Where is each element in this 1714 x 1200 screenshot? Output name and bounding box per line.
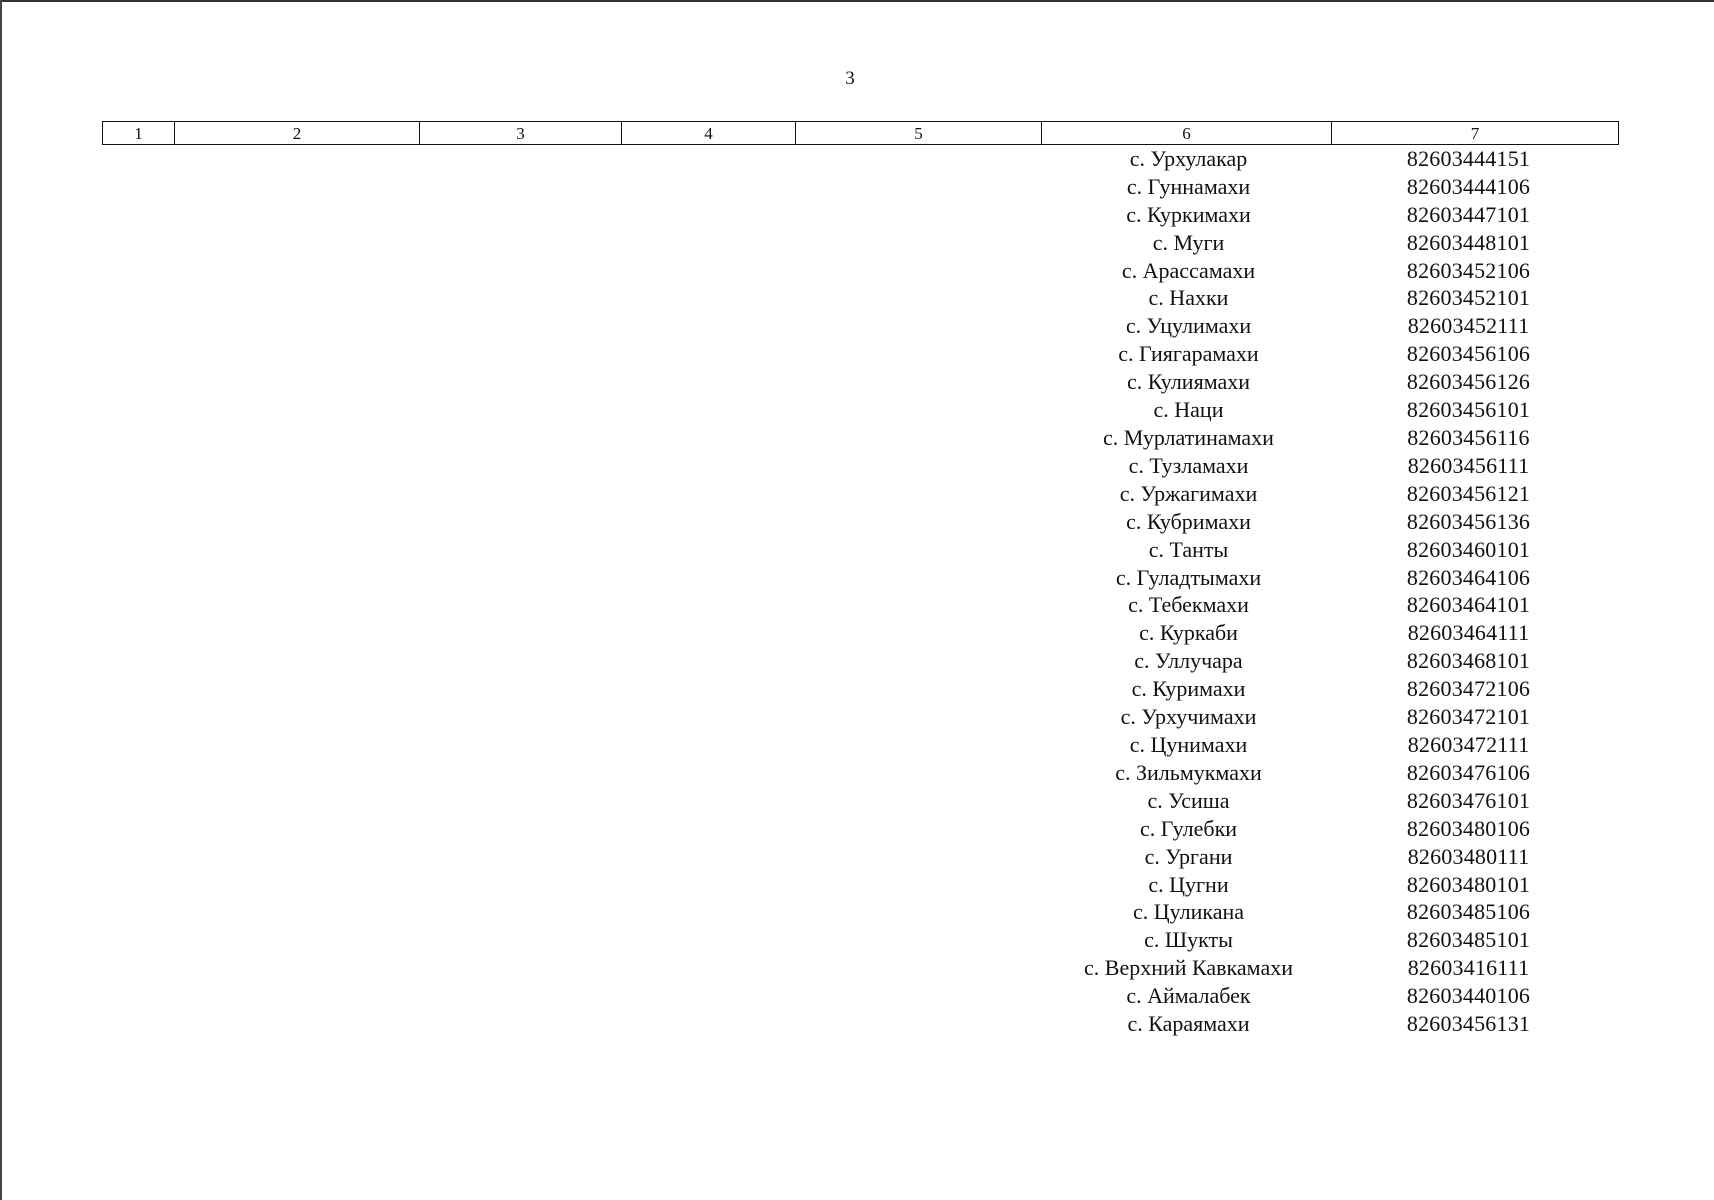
okato-code: 82603485101 (1406, 927, 1531, 953)
table-row (1038, 257, 1598, 285)
okato-code: 82603476101 (1406, 787, 1531, 813)
okato-code: 82603468101 (1406, 648, 1531, 674)
table-row (1038, 368, 1598, 396)
settlement-name: с. Ургани (1144, 843, 1233, 869)
table-row (1038, 871, 1598, 899)
column-header-4: 4 (622, 122, 796, 145)
column-header-3: 3 (420, 122, 622, 145)
okato-code: 82603456111 (1407, 452, 1530, 478)
okato-code: 82603460101 (1406, 536, 1531, 562)
okato-code: 82603480111 (1407, 843, 1530, 869)
table-row (1038, 452, 1598, 480)
okato-code: 82603444106 (1406, 173, 1531, 199)
settlement-name: с. Гуладтымахи (1115, 564, 1262, 590)
settlement-name: с. Тузламахи (1128, 452, 1249, 478)
table-row (1038, 285, 1598, 313)
settlement-name: с. Нахки (1148, 285, 1229, 311)
settlement-name: с. Мурлатинамахи (1103, 425, 1274, 451)
table-row (1038, 815, 1598, 843)
table-row (1038, 926, 1598, 954)
table-row (1038, 145, 1598, 173)
okato-code: 82603444151 (1406, 145, 1531, 171)
settlement-name: с. Гуннамахи (1126, 173, 1251, 199)
settlement-name: с. Шукты (1144, 927, 1233, 953)
table-row (1038, 954, 1598, 982)
column-header-5: 5 (796, 122, 1042, 145)
settlement-name: с. Караямахи (1127, 1011, 1250, 1037)
okato-code: 82603452101 (1406, 285, 1531, 311)
table-row (1038, 508, 1598, 536)
table-row (1038, 619, 1598, 647)
settlement-name: с. Муги (1152, 229, 1225, 255)
settlement-name: с. Уцулимахи (1125, 313, 1252, 339)
table-row (1038, 229, 1598, 257)
settlement-name: с. Урхулакар (1129, 145, 1248, 171)
settlement-name: с. Танты (1148, 536, 1229, 562)
settlement-name: с. Усиша (1147, 787, 1230, 813)
okato-code: 82603456131 (1406, 1011, 1531, 1037)
settlement-name: с. Куркимахи (1126, 201, 1251, 227)
okato-code: 82603452111 (1407, 313, 1530, 339)
okato-code: 82603456126 (1406, 369, 1531, 395)
table-row (1038, 898, 1598, 926)
scan-top-edge (0, 0, 1714, 2)
settlement-list (1038, 145, 1598, 1038)
okato-code: 82603456116 (1407, 425, 1530, 451)
table-row (1038, 731, 1598, 759)
okato-code: 82603472106 (1406, 676, 1531, 702)
column-header-1: 1 (103, 122, 175, 145)
table-row (1038, 843, 1598, 871)
settlement-name: с. Цугни (1148, 871, 1229, 897)
okato-code: 82603456106 (1406, 341, 1531, 367)
table-row (1038, 1010, 1598, 1038)
okato-code: 82603416111 (1407, 955, 1530, 981)
page-number: 3 (845, 68, 855, 89)
table-row (1038, 647, 1598, 675)
settlement-name: с. Наци (1153, 397, 1224, 423)
settlement-name: с. Уржагимахи (1119, 480, 1258, 506)
table-row (1038, 480, 1598, 508)
settlement-name: с. Верхний Кавкамахи (1084, 955, 1293, 981)
okato-code: 82603464101 (1406, 592, 1531, 618)
table-row (1038, 592, 1598, 620)
settlement-name: с. Гулебки (1139, 815, 1238, 841)
okato-code: 82603440106 (1406, 983, 1531, 1009)
table-row (1038, 787, 1598, 815)
okato-code: 82603464111 (1407, 620, 1530, 646)
table-row (1038, 564, 1598, 592)
table-row (1038, 396, 1598, 424)
settlement-name: с. Кулиямахи (1127, 369, 1250, 395)
column-header-7: 7 (1332, 122, 1619, 145)
settlement-name: с. Цунимахи (1129, 731, 1248, 757)
settlement-name: с. Уллучара (1134, 648, 1243, 674)
okato-code: 82603480101 (1406, 871, 1531, 897)
okato-code: 82603476106 (1406, 759, 1531, 785)
okato-code: 82603447101 (1406, 201, 1531, 227)
table-row (1038, 340, 1598, 368)
table-row (1038, 675, 1598, 703)
okato-code: 82603472111 (1407, 731, 1530, 757)
okato-code: 82603485106 (1406, 899, 1531, 925)
settlement-name: с. Тебекмахи (1128, 592, 1249, 618)
okato-code: 82603480106 (1406, 815, 1531, 841)
column-header-row (103, 122, 1619, 145)
table-row (1038, 759, 1598, 787)
okato-code: 82603456121 (1406, 480, 1531, 506)
settlement-name: с. Куркаби (1139, 620, 1238, 646)
column-header-table (102, 121, 1619, 145)
column-header-2: 2 (175, 122, 420, 145)
scan-left-edge (0, 0, 2, 1200)
column-header-6: 6 (1042, 122, 1332, 145)
okato-code: 82603464106 (1406, 564, 1531, 590)
okato-code: 82603456136 (1406, 508, 1531, 534)
okato-code: 82603452106 (1406, 257, 1531, 283)
table-row (1038, 703, 1598, 731)
settlement-name: с. Гиягарамахи (1118, 341, 1259, 367)
table-row (1038, 173, 1598, 201)
settlement-name: с. Зильмукмахи (1115, 759, 1262, 785)
settlement-name: с. Кубримахи (1126, 508, 1251, 534)
table-row (1038, 312, 1598, 340)
settlement-name: с. Урхучимахи (1120, 704, 1257, 730)
settlement-name: с. Аймалабек (1126, 983, 1251, 1009)
table-row (1038, 982, 1598, 1010)
settlement-name: с. Куримахи (1131, 676, 1246, 702)
table-row (1038, 536, 1598, 564)
table-row (1038, 424, 1598, 452)
okato-code: 82603456101 (1406, 397, 1531, 423)
settlement-name: с. Цуликана (1132, 899, 1245, 925)
settlement-name: с. Арассамахи (1121, 257, 1256, 283)
okato-code: 82603472101 (1406, 704, 1531, 730)
table-row (1038, 201, 1598, 229)
okato-code: 82603448101 (1406, 229, 1531, 255)
